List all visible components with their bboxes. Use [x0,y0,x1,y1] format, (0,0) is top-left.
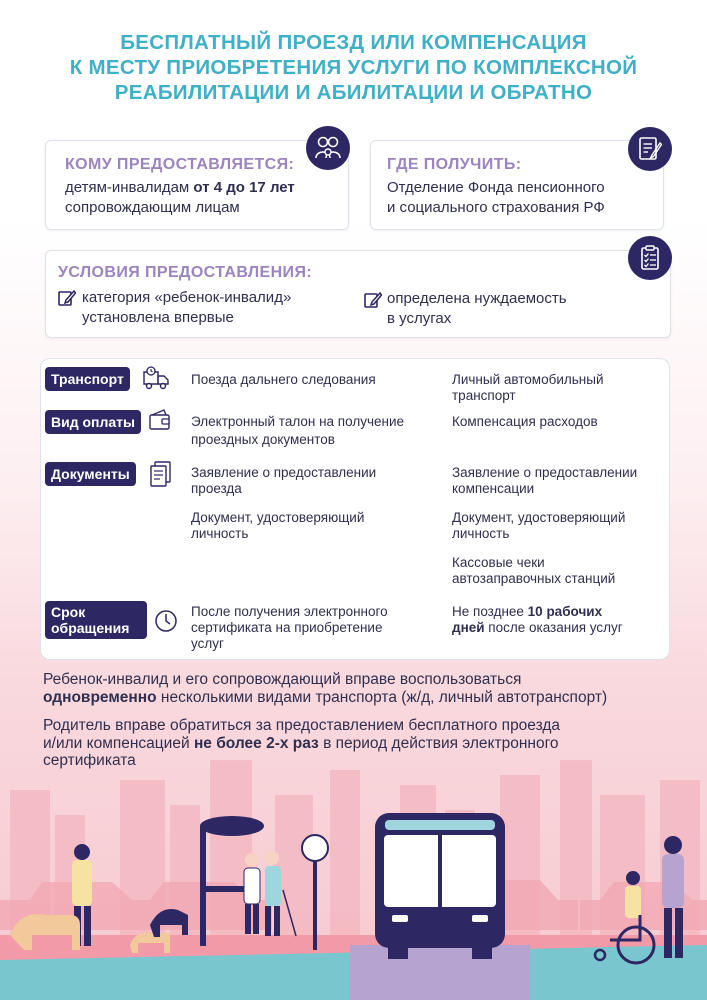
cell-line: сертификата на приобретение [191,620,383,635]
who-heading: КОМУ ПРЕДОСТАВЛЯЕТСЯ: [65,156,295,173]
cell-line: Документ, удостоверяющий [191,510,365,525]
documents-application-travel [191,465,376,497]
who-card [45,140,349,230]
cell-line: компенсации [452,481,535,496]
cell-line: личность [191,526,249,541]
document-pen-icon [628,127,672,171]
cell-text: после оказания услуг [484,620,623,635]
documents-id-travel [191,510,364,542]
street-illustration [0,760,707,1000]
transport-car [452,372,603,404]
deadline-label [45,601,147,639]
where-text [387,178,605,218]
note-text: и/или компенсацией [43,734,194,752]
where-line2: и социального страхования РФ [387,199,605,216]
cell-line: Кассовые чеки [452,555,545,570]
cell-line: Документ, удостоверяющий [452,510,626,525]
who-text [65,178,295,218]
note-line: сертификата [43,752,136,769]
cell-line: личность [452,526,510,541]
cell-line: Заявление о предоставлении [452,465,638,480]
family-icon [306,126,350,170]
deadline-travel [191,604,388,652]
conditions-card [45,250,671,338]
note-bold: одновременно [43,688,157,706]
note-text: несколькими видами транспорта (ж/д, личный автотранспорт) [156,688,608,706]
cell-line: После получения электронного [191,604,388,619]
clock-icon [153,608,179,634]
delivery-van-icon [141,366,171,392]
who-line2: сопровождающим лицам [65,199,240,216]
cell-line: Электронный талон на получение [191,414,404,429]
cell-text: Не позднее [452,604,528,619]
note-line: Ребенок-инвалид и его сопровождающий вправе воспользоваться [43,671,522,688]
cell-line: Личный автомобильный [452,372,604,387]
label-line: Срок [51,604,86,620]
documents-icon [148,460,174,488]
who-line1-text: детям-инвалидам [65,179,194,196]
condition-text: категория «ребенок-инвалид» [82,289,292,306]
checklist-icon [628,236,672,280]
documents-application-compensation [452,465,637,497]
note-line: Родитель вправе обратиться за предоставлением бесплатного проезда [43,717,561,734]
cell-bold: дней [452,620,485,635]
condition-item [82,288,291,328]
condition-text: установлена впервые [82,309,234,326]
title-line: РЕАБИЛИТАЦИИ И АБИЛИТАЦИИ И ОБРАТНО [114,81,593,104]
transport-label: Транспорт [45,367,130,391]
edit-pen-icon [364,291,382,309]
cell-line: Заявление о предоставлении [191,465,377,480]
condition-text: в услугах [387,310,452,327]
cell-line: автозаправочных станций [452,571,616,586]
cell-line: услуг [191,636,224,651]
payment-label: Вид оплаты [45,410,141,434]
payment-compensation: Компенсация расходов [452,414,598,429]
label-line: обращения [51,620,130,636]
transport-train: Поезда дальнего следования [191,372,376,387]
cell-line: транспорт [452,388,516,403]
wallet-icon [147,408,173,432]
where-card [370,140,664,230]
title-line: К МЕСТУ ПРИОБРЕТЕНИЯ УСЛУГИ ПО КОМПЛЕКСНОЙ [69,56,638,79]
cell-line: проезда [191,481,242,496]
info-table [40,358,670,660]
condition-text: определена нуждаемость [387,290,567,307]
where-heading: ГДЕ ПОЛУЧИТЬ: [387,156,522,173]
title-line: БЕСПЛАТНЫЙ ПРОЕЗД ИЛИ КОМПЕНСАЦИЯ [120,31,587,54]
where-line1: Отделение Фонда пенсионного [387,179,605,196]
condition-item [387,289,567,329]
edit-pen-icon [58,289,76,307]
documents-receipts [452,555,615,587]
payment-ticket [191,414,404,448]
deadline-compensation [452,604,623,636]
note-text: в период действия электронного [318,734,559,752]
documents-label: Документы [45,462,136,486]
cell-bold: 10 рабочих [527,604,603,619]
who-age-range: от 4 до 17 лет [193,179,295,196]
note-bold: не более 2-х раз [193,734,319,752]
page-title [0,30,707,105]
conditions-heading: УСЛОВИЯ ПРЕДОСТАВЛЕНИЯ: [58,264,313,281]
cell-line: проездных документов [191,432,335,447]
documents-id-compensation [452,510,625,542]
note-simultaneous [43,671,683,706]
